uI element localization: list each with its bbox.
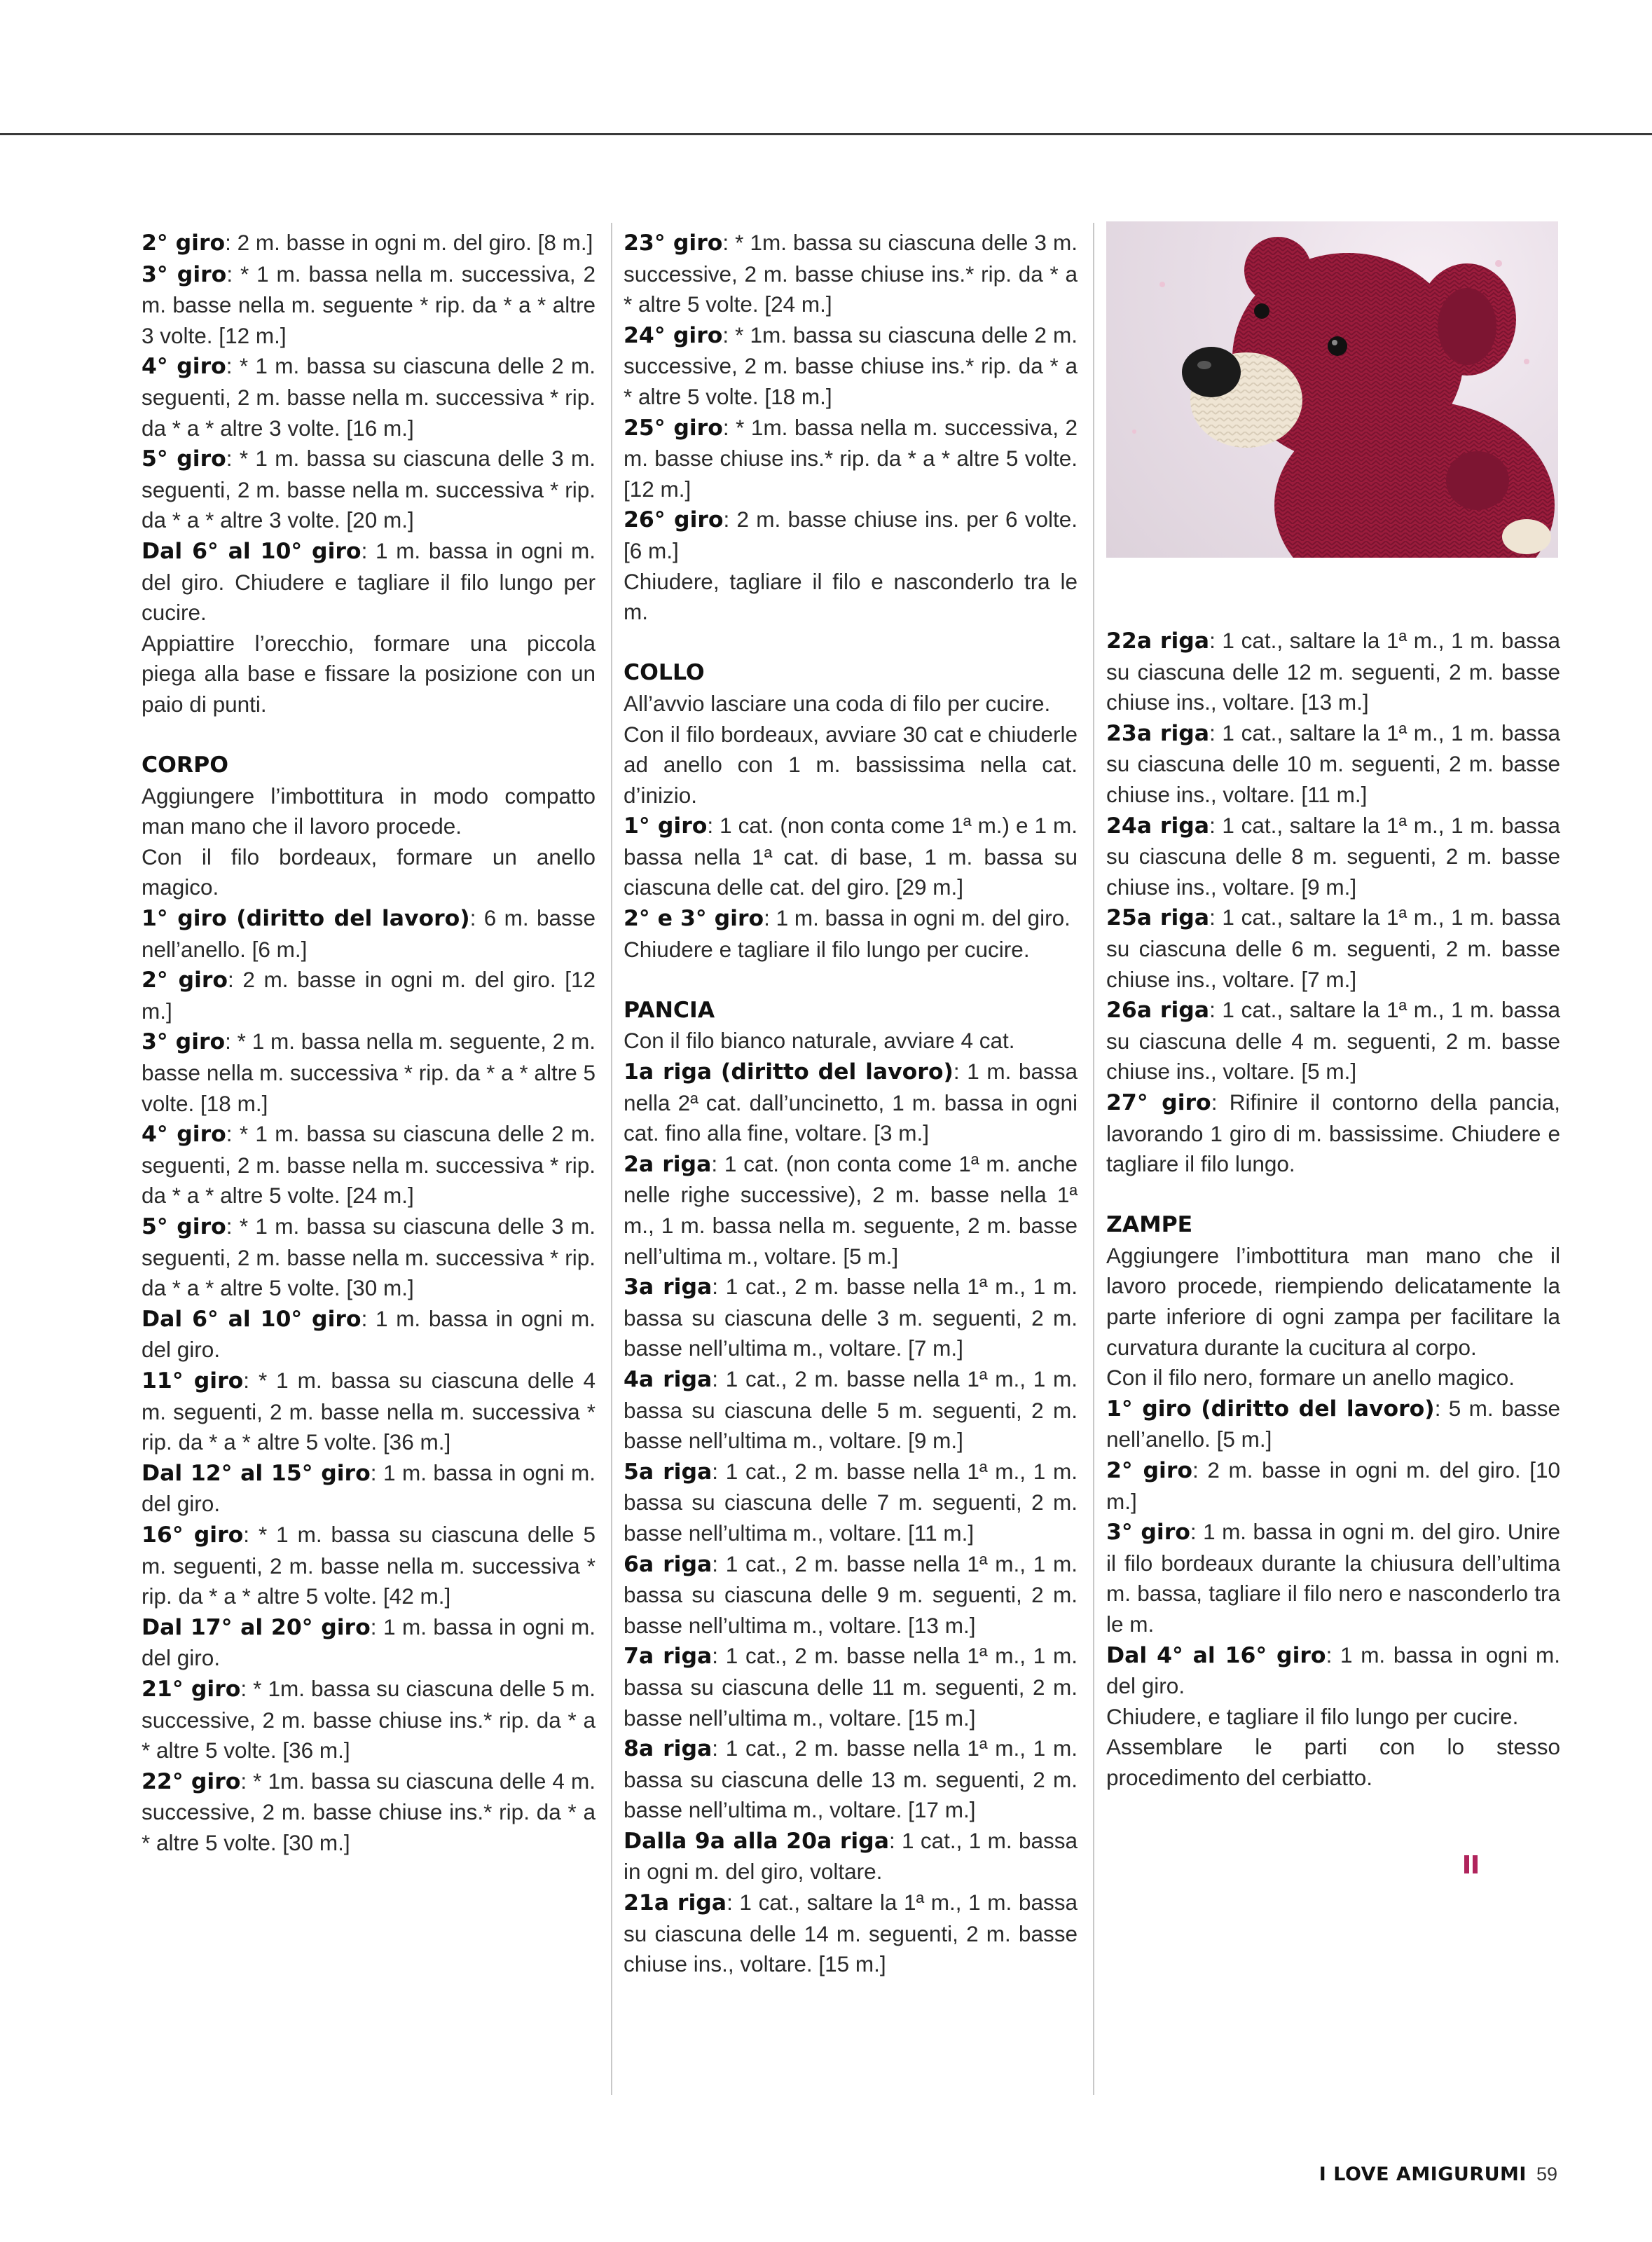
instruction-paragraph xyxy=(1106,995,1560,1087)
text-column-2 xyxy=(624,228,1078,1980)
instruction-paragraph xyxy=(624,1733,1078,1826)
instruction-paragraph xyxy=(142,781,596,842)
instruction-label: 2° giro xyxy=(142,231,226,256)
instruction-text: : 1 cat., saltare la 1ª m., 1 m. bassa su ciascuna delle 4 m. seguenti, 2 m. basse chiuse ins., voltare. [5 m.] xyxy=(1106,997,1560,1085)
instruction-label: 8a riga xyxy=(624,1736,713,1762)
instruction-label: Dalla 9a alla 20a riga xyxy=(624,1828,889,1854)
instruction-text: Chiudere, tagliare il filo e nasconderlo tra le m. xyxy=(624,568,1078,625)
instruction-paragraph xyxy=(142,965,596,1026)
instruction-paragraph xyxy=(142,259,596,352)
instruction-label: 27° giro xyxy=(1106,1089,1211,1115)
instruction-label: Dal 6° al 10° giro xyxy=(142,538,362,564)
section-heading: COLLO xyxy=(624,660,705,686)
instruction-text: : 1 cat. (non conta come 1ª m. anche nelle righe successive), 2 m. basse nella 1ª m., 1 m. bassa nella m. seguente, 2 m. basse nell’ultima m., voltare. [5 m.] xyxy=(624,1150,1078,1269)
instruction-text: : * 1 m. bassa su ciascuna delle 3 m. seguenti, 2 m. basse nella m. successiva * rip. da * a * altre 3 volte. [20 m.] xyxy=(142,446,596,533)
instruction-text: : 1 m. bassa in ogni m. del giro. xyxy=(764,905,1071,931)
instruction-text: : 1 m. bassa in ogni m. del giro. xyxy=(1106,1642,1560,1699)
instruction-text: : 1 cat., 2 m. basse nella 1ª m., 1 m. bassa su ciascuna delle 5 m. seguenti, 2 m. basse nell’ultima m., voltare. [9 m.] xyxy=(624,1366,1078,1454)
instruction-text: Con il filo bordeaux, formare un anello magico. xyxy=(142,844,596,900)
instruction-text: : 1 m. bassa in ogni m. del giro. xyxy=(142,1459,596,1517)
instruction-text: : * 1 m. bassa su ciascuna delle 3 m. seguenti, 2 m. basse nella m. successiva * rip. da * a * altre 5 volte. [30 m.] xyxy=(142,1213,596,1301)
column-divider xyxy=(611,223,612,2095)
instruction-paragraph xyxy=(142,443,596,536)
instruction-text: : * 1m. bassa su ciascuna delle 2 m. successive, 2 m. basse chiuse ins.* rip. da * a * altre 5 volte. [18 m.] xyxy=(624,322,1078,409)
instruction-text: Chiudere, e tagliare il filo lungo per cucire. xyxy=(1106,1703,1519,1729)
instruction-paragraph xyxy=(142,1026,596,1119)
instruction-paragraph xyxy=(1106,1640,1560,1702)
instruction-text: Chiudere e tagliare il filo lungo per cucire. xyxy=(624,936,1030,962)
instruction-paragraph xyxy=(1106,1087,1560,1180)
instruction-paragraph xyxy=(142,536,596,628)
instruction-label: 3° giro xyxy=(1106,1520,1190,1546)
instruction-paragraph xyxy=(624,811,1078,903)
page-number: 59 xyxy=(1536,2164,1557,2185)
instruction-paragraph xyxy=(624,1457,1078,1549)
instruction-label: 6a riga xyxy=(624,1551,713,1577)
instruction-paragraph xyxy=(1106,1702,1560,1733)
instruction-text: : 1 cat., saltare la 1ª m., 1 m. bassa su ciascuna delle 8 m. seguenti, 2 m. basse chiuse ins., voltare. [9 m.] xyxy=(1106,812,1560,900)
instruction-label: 22a riga xyxy=(1106,628,1210,654)
section-heading: CORPO xyxy=(142,752,229,778)
instruction-label: 5° giro xyxy=(142,446,226,472)
instruction-paragraph xyxy=(142,351,596,443)
instruction-text: : * 1 m. bassa nella m. successiva, 2 m. basse nella m. seguente * rip. da * a * altre 3 volte. [12 m.] xyxy=(142,261,596,348)
instruction-text: : * 1 m. bassa su ciascuna delle 2 m. seguenti, 2 m. basse nella m. successiva * rip. da * a * altre 3 volte. [16 m.] xyxy=(142,353,596,441)
instruction-text: : 1 m. bassa in ogni m. del giro. xyxy=(142,1614,596,1671)
instruction-text: : 5 m. basse nell’anello. [5 m.] xyxy=(1106,1395,1560,1452)
instruction-label: 2° e 3° giro xyxy=(624,906,764,932)
instruction-text: : 1 cat., 2 m. basse nella 1ª m., 1 m. bassa su ciascuna delle 11 m. seguenti, 2 m. basse nell’ultima m., voltare. [15 m.] xyxy=(624,1643,1078,1731)
instruction-text: : 1 cat., saltare la 1ª m., 1 m. bassa su ciascuna delle 12 m. seguenti, 2 m. basse chiuse ins., voltare. [13 m.] xyxy=(1106,628,1560,715)
instruction-text: : 1 cat., saltare la 1ª m., 1 m. bassa su ciascuna delle 10 m. seguenti, 2 m. basse chiuse ins., voltare. [11 m.] xyxy=(1106,720,1560,807)
instruction-text: : 2 m. basse in ogni m. del giro. [8 m.] xyxy=(225,230,593,255)
instruction-text: Aggiungere l’imbottitura man mano che il lavoro procede, riempiendo delicatamente la parte inferiore di ogni zampa per facilitare la curvatura durante la cucitura al corpo. xyxy=(1106,1242,1560,1360)
instruction-text: Con il filo bianco naturale, avviare 4 cat. xyxy=(624,1028,1015,1054)
instruction-paragraph xyxy=(624,1549,1078,1642)
instruction-text: : 1 cat., 2 m. basse nella 1ª m., 1 m. bassa su ciascuna delle 9 m. seguenti, 2 m. basse nell’ultima m., voltare. [13 m.] xyxy=(624,1550,1078,1638)
section-heading: PANCIA xyxy=(624,997,715,1023)
page-footer xyxy=(1319,2164,1557,2185)
instruction-label: 16° giro xyxy=(142,1522,244,1548)
instruction-paragraph xyxy=(1106,1732,1560,1793)
instruction-text: : * 1m. bassa nella m. successiva, 2 m. basse chiuse ins.* rip. da * a * altre 5 volte. [12 m.] xyxy=(624,414,1078,502)
instruction-text: Aggiungere l’imbottitura in modo compatto man mano che il lavoro procede. xyxy=(142,783,596,839)
instruction-paragraph xyxy=(624,1272,1078,1364)
instruction-text: Con il filo nero, formare un anello magico. xyxy=(1106,1365,1515,1391)
instruction-label: 21° giro xyxy=(142,1676,241,1702)
instruction-text: : 1 cat. (non conta come 1ª m.) e 1 m. bassa nella 1ª cat. di base, 1 m. bassa su ciascuna delle cat. del giro. [29 m.] xyxy=(624,813,1078,900)
amigurumi-bear-photo xyxy=(1106,221,1558,558)
instruction-text: : 1 cat., saltare la 1ª m., 1 m. bassa su ciascuna delle 6 m. seguenti, 2 m. basse chiuse ins., voltare. [7 m.] xyxy=(1106,905,1560,992)
instruction-paragraph xyxy=(1106,902,1560,995)
instruction-label: 25a riga xyxy=(1106,905,1210,931)
bear-illustration xyxy=(1106,221,1558,558)
instruction-text: : * 1m. bassa su ciascuna delle 5 m. successive, 2 m. basse chiuse ins.* rip. da * a * altre 5 volte. [36 m.] xyxy=(142,1675,596,1763)
instruction-label: 1° giro (diritto del lavoro) xyxy=(1106,1396,1435,1422)
instruction-paragraph xyxy=(624,1364,1078,1457)
instruction-paragraph xyxy=(624,320,1078,413)
column-divider xyxy=(1093,223,1094,2095)
text-column-1 xyxy=(142,228,596,1858)
instruction-text: : * 1 m. bassa nella m. seguente, 2 m. basse nella m. successiva * rip. da * a * altre 5 volte. [18 m.] xyxy=(142,1029,596,1116)
instruction-label: 4° giro xyxy=(142,1122,226,1148)
instruction-label: 21a riga xyxy=(624,1890,727,1916)
instruction-paragraph xyxy=(624,720,1078,811)
instruction-label: 3a riga xyxy=(624,1274,713,1300)
instruction-label: 2a riga xyxy=(624,1151,712,1177)
instruction-label: 1° giro xyxy=(624,813,708,839)
instruction-label: 4° giro xyxy=(142,354,226,380)
instruction-text: : * 1 m. bassa su ciascuna delle 4 m. seguenti, 2 m. basse nella m. successiva * rip. da * a * altre 5 volte. [36 m.] xyxy=(142,1367,596,1455)
instruction-label: 26° giro xyxy=(624,507,724,533)
instruction-text: : 1 cat., 1 m. bassa in ogni m. del giro, voltare. xyxy=(624,1827,1078,1885)
instruction-label: Dal 17° al 20° giro xyxy=(142,1614,371,1640)
instruction-paragraph xyxy=(142,1304,596,1366)
instruction-paragraph xyxy=(624,903,1078,935)
instruction-paragraph xyxy=(624,413,1078,505)
end-of-article-mark xyxy=(1464,1855,1478,1873)
instruction-text: : 6 m. basse nell’anello. [6 m.] xyxy=(142,905,596,962)
instruction-text: : * 1 m. bassa su ciascuna delle 2 m. seguenti, 2 m. basse nella m. successiva * rip. da * a * altre 5 volte. [24 m.] xyxy=(142,1121,596,1209)
instruction-paragraph xyxy=(624,689,1078,720)
instruction-paragraph xyxy=(1106,1241,1560,1363)
instruction-label: 26a riga xyxy=(1106,998,1210,1024)
instruction-text: : 2 m. basse in ogni m. del giro. [10 m.] xyxy=(1106,1457,1560,1514)
instruction-paragraph xyxy=(1106,1363,1560,1394)
instruction-paragraph xyxy=(624,228,1078,320)
instruction-paragraph xyxy=(142,1211,596,1304)
instruction-text: : * 1m. bassa su ciascuna delle 4 m. successive, 2 m. basse chiuse ins.* rip. da * a * altre 5 volte. [30 m.] xyxy=(142,1768,596,1855)
instruction-paragraph xyxy=(624,504,1078,566)
instruction-paragraph xyxy=(1106,718,1560,811)
top-rule xyxy=(0,133,1652,135)
instruction-text: : * 1m. bassa su ciascuna delle 3 m. successive, 2 m. basse chiuse ins.* rip. da * a * altre 5 volte. [24 m.] xyxy=(624,230,1078,317)
instruction-paragraph xyxy=(624,1641,1078,1733)
instruction-paragraph xyxy=(142,842,596,903)
instruction-text: : 1 cat., saltare la 1ª m., 1 m. bassa su ciascuna delle 14 m. seguenti, 2 m. basse chiuse ins., voltare. [15 m.] xyxy=(624,1890,1078,1977)
instruction-paragraph xyxy=(1106,1517,1560,1639)
instruction-text: : Rifinire il contorno della pancia, lavorando 1 giro di m. bassissime. Chiudere e tagliare il filo lungo. xyxy=(1106,1089,1560,1177)
instruction-text: Assemblare le parti con lo stesso procedimento del cerbiatto. xyxy=(1106,1734,1560,1790)
instruction-paragraph xyxy=(142,1366,596,1458)
instruction-label: Dal 6° al 10° giro xyxy=(142,1306,362,1332)
instruction-paragraph xyxy=(142,228,596,259)
instruction-label: 24° giro xyxy=(624,322,723,348)
instruction-paragraph xyxy=(142,1520,596,1612)
instruction-paragraph xyxy=(142,903,596,965)
instruction-text: : 1 m. bassa in ogni m. del giro. Unire il filo bordeaux durante la chiusura dell’ultima m. bassa, tagliare il filo nero e nasconderlo tra le m. xyxy=(1106,1519,1561,1637)
instruction-label: 1° giro (diritto del lavoro) xyxy=(142,906,470,932)
instruction-label: 25° giro xyxy=(624,415,723,441)
instruction-label: Dal 4° al 16° giro xyxy=(1106,1642,1326,1668)
instruction-paragraph xyxy=(142,1766,596,1859)
instruction-paragraph xyxy=(142,1119,596,1211)
instruction-paragraph xyxy=(1106,626,1560,718)
text-column-3 xyxy=(1106,626,1560,1794)
instruction-label: 24a riga xyxy=(1106,813,1210,839)
instruction-text: : 1 cat., 2 m. basse nella 1ª m., 1 m. bassa su ciascuna delle 7 m. seguenti, 2 m. basse nell’ultima m., voltare. [11 m.] xyxy=(624,1458,1078,1546)
instruction-paragraph xyxy=(624,1026,1078,1057)
instruction-text: : 1 m. bassa in ogni m. del giro. xyxy=(142,1305,596,1363)
instruction-paragraph xyxy=(142,1458,596,1520)
instruction-label: 1a riga (diritto del lavoro) xyxy=(624,1059,954,1085)
instruction-label: 3° giro xyxy=(142,1029,226,1055)
instruction-text: : 2 m. basse chiuse ins. per 6 volte. [6 m.] xyxy=(624,507,1078,563)
instruction-label: 7a riga xyxy=(624,1644,713,1670)
instruction-text: : 1 cat., 2 m. basse nella 1ª m., 1 m. bassa su ciascuna delle 3 m. seguenti, 2 m. basse nell’ultima m., voltare. [7 m.] xyxy=(624,1274,1078,1361)
instruction-label: 4a riga xyxy=(624,1366,713,1392)
instruction-text: : 2 m. basse in ogni m. del giro. [12 m.] xyxy=(142,967,596,1024)
instruction-text: Appiattire l’orecchio, formare una piccola piega alla base e fissare la posizione con un paio di punti. xyxy=(142,630,596,717)
instruction-paragraph xyxy=(624,935,1078,965)
instruction-text: : 1 m. bassa nella 2ª cat. dall’uncinetto, 1 m. bassa in ogni cat. fino alla fine, voltare. [3 m.] xyxy=(624,1059,1078,1146)
instruction-paragraph xyxy=(142,1612,596,1674)
instruction-label: 2° giro xyxy=(1106,1458,1193,1484)
magazine-name: I LOVE AMIGURUMI xyxy=(1319,2164,1527,2185)
instruction-label: 23° giro xyxy=(624,231,723,256)
instruction-label: 23a riga xyxy=(1106,720,1210,746)
instruction-text: All’avvio lasciare una coda di filo per cucire. xyxy=(624,690,1051,716)
instruction-label: 5a riga xyxy=(624,1459,713,1485)
instruction-text: Con il filo bordeaux, avviare 30 cat e chiuderle ad anello con 1 m. bassissima nella cat. d’inizio. xyxy=(624,721,1078,808)
instruction-paragraph xyxy=(624,567,1078,628)
instruction-paragraph xyxy=(1106,1394,1560,1455)
instruction-paragraph xyxy=(624,1887,1078,1980)
instruction-paragraph xyxy=(1106,1455,1560,1517)
instruction-paragraph xyxy=(142,1674,596,1766)
instruction-paragraph xyxy=(624,1826,1078,1887)
instruction-label: 22° giro xyxy=(142,1768,241,1794)
instruction-label: 5° giro xyxy=(142,1214,226,1239)
instruction-text: : 1 cat., 2 m. basse nella 1ª m., 1 m. bassa su ciascuna delle 13 m. seguenti, 2 m. basse nell’ultima m., voltare. [17 m.] xyxy=(624,1735,1078,1823)
instruction-paragraph xyxy=(142,628,596,720)
instruction-label: Dal 12° al 15° giro xyxy=(142,1460,371,1486)
instruction-label: 11° giro xyxy=(142,1368,244,1394)
instruction-paragraph xyxy=(1106,811,1560,903)
instruction-label: 2° giro xyxy=(142,968,228,993)
section-heading: ZAMPE xyxy=(1106,1212,1193,1238)
instruction-paragraph xyxy=(624,1057,1078,1149)
instruction-label: 3° giro xyxy=(142,261,227,287)
instruction-paragraph xyxy=(624,1149,1078,1272)
instruction-text: : * 1 m. bassa su ciascuna delle 5 m. seguenti, 2 m. basse nella m. successiva * rip. da * a * altre 5 volte. [42 m.] xyxy=(142,1521,596,1609)
instruction-text: : 1 m. bassa in ogni m. del giro. Chiudere e tagliare il filo lungo per cucire. xyxy=(142,537,596,626)
